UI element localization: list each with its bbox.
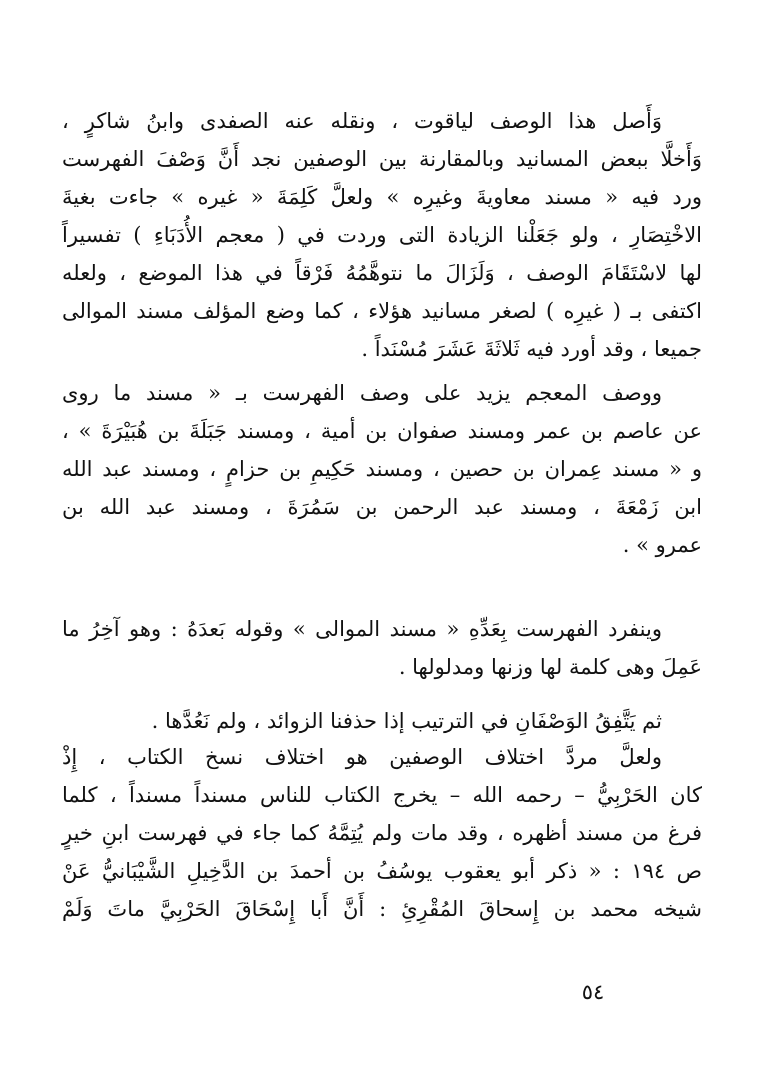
text-line: اكتفى بـ ( غيرِه ) لصغر مسانيد هؤلاء ، كما وضع المؤلف مسند الموالى [62, 299, 702, 323]
text-line: وينفرد الفهرست بِعَدِّهِ « مسند الموالى » وقوله بَعدَهُ : وهو آخِرُ ما [62, 617, 662, 641]
paragraph-3 [62, 610, 702, 686]
text-line: ووصف المعجم يزيد على وصف الفهرست بـ « مسند ما روى [62, 381, 662, 405]
text-line: ولعلَّ مردَّ اختلاف الوصفين هو اختلاف نسخ الكتاب ، إِذْ [62, 745, 662, 769]
text-line: عمرو » . [622, 533, 702, 557]
text-line: ص ١٩٤ : « ذكر أبو يعقوب يوسُفُ بن أحمدَ بن الدَّخِيلِ الشَّيْبَانيُّ عَنْ [62, 859, 702, 883]
page-number: ٥٤ [581, 980, 605, 1004]
text-line: و « مسند عِمران بن حصين ، ومسند حَكِيمِ بن حزامٍ ، ومسند عبد الله [62, 457, 702, 481]
text-line: وَأَخلَّا ببعض المسانيد وبالمقارنة بين الوصفين نجد أَنَّ وَصْفَ الفهرست [62, 147, 702, 171]
text-line: عَمِلَ وهى كلمة لها وزنها ومدلولها . [398, 655, 702, 679]
text-line: ورد فيه « مسند معاويةَ وغيرِه » ولعلَّ كَلِمَةَ « غيره » جاءت بغيةَ [62, 185, 702, 209]
paragraph-1 [62, 102, 702, 368]
text-line: الاخْتِصَارِ ، ولو جَعَلْنا الزيادة التى وردت في ( معجم الأُدَبَاءِ ) تفسيراً [62, 223, 702, 247]
text-line: فرغ من مسند أظهره ، وقد مات ولم يُتِمَّهُ كما جاء في فهرست ابنِ خيرٍ [62, 821, 702, 845]
paragraph-2 [62, 374, 702, 564]
text-line: شيخه محمد بن إِسحاقَ المُقْرِئِ : أَنَّ أَبا إِسْحَاقَ الحَرْبِيَّ ماتَ وَلَمْ [62, 897, 702, 921]
text-line: لها لاسْتَقَامَ الوصف ، وَلَزَالَ ما نتوهَّمُهُ فَرْقاً في هذا الموضع ، ولعله [62, 261, 702, 285]
text-line: جميعا ، وقد أورد فيه ثَلاثَةَ عَشَرَ مُسْنَداً . [361, 337, 702, 361]
text-line: ابن زَمْعَةَ ، ومسند عبد الرحمن بن سَمُرَةَ ، ومسند عبد الله بن [62, 495, 702, 519]
text-line: وَأَصل هذا الوصف لياقوت ، ونقله عنه الصفدى وابنُ شاكرٍ ، [62, 109, 662, 133]
paragraph-5 [62, 738, 702, 928]
text-line: كان الحَرْبِيُّ – رحمه الله – يخرج الكتاب للناس مسنداً مسنداً ، كلما [62, 783, 702, 807]
text-line: عن عاصم بن عمر ومسند صفوان بن أمية ، ومسند جَبَلَةَ بن هُبَيْرَةَ » ، [62, 419, 702, 443]
paragraph-4 [62, 702, 702, 740]
text-line: ثم يَتَّفِقُ الوَصْفَانِ في الترتيب إذا حذفنا الزوائد ، ولم نَعُدَّها . [151, 709, 662, 733]
